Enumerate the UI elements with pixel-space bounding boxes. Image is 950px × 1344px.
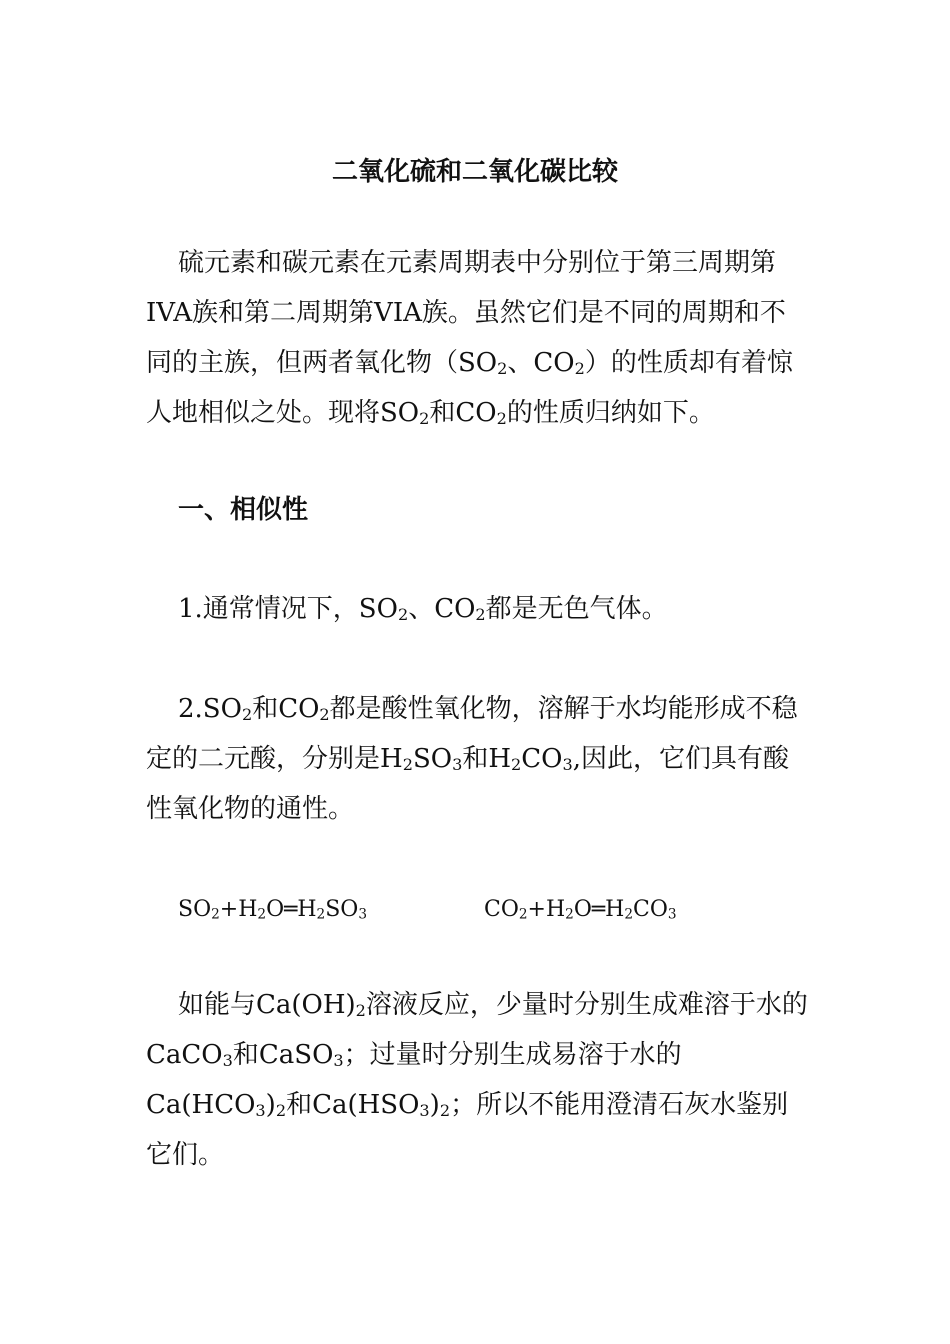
calcium-hydroxide-paragraph: [146, 980, 810, 1180]
item-text: 2.SO: [178, 694, 242, 724]
section-heading-similarity: 一、相似性: [178, 495, 309, 525]
subscript: 2: [211, 906, 220, 923]
subscript: 2: [316, 906, 326, 923]
subscript: 3: [562, 755, 573, 775]
subscript: 3: [452, 755, 463, 775]
subscript: 2: [319, 705, 330, 725]
subscript: 3: [358, 906, 367, 923]
item-text: ): [265, 1090, 276, 1120]
subscript: 2: [275, 1101, 287, 1121]
list-item-1: [146, 584, 810, 634]
formula-part: O═H: [266, 897, 317, 922]
item-text: 如能与Ca(OH): [178, 990, 356, 1020]
subscript: 2: [624, 906, 633, 923]
subscript: 2: [419, 409, 430, 429]
item-text: ,因此，它们具有酸性氧化物的通性。: [146, 744, 789, 824]
formula-part: SO: [325, 897, 359, 922]
subscript: 2: [397, 605, 409, 625]
item-text: ；过量时分别生成易溶于水的Ca(HCO: [146, 1040, 682, 1120]
subscript: 2: [565, 906, 574, 923]
formula-part: O═H: [573, 897, 625, 922]
subscript: 3: [222, 1051, 233, 1071]
subscript: 2: [475, 605, 486, 625]
list-item-2: [146, 684, 810, 834]
subscript: 2: [257, 906, 267, 923]
intro-text: 的性质归纳如下。: [506, 398, 715, 428]
intro-text: 、CO: [507, 348, 575, 378]
formula-part: CO: [632, 897, 668, 922]
subscript: 3: [333, 1051, 344, 1071]
subscript: 3: [667, 906, 677, 923]
item-text: 和CO: [252, 694, 320, 724]
intro-text: 硫元素和碳元素在元素周期表中分别位于第三周期第IVA族和第二周期第VIA族。虽然它们是不同的周期和不同的主族，但两者氧化物（SO: [146, 248, 786, 378]
intro-paragraph: [146, 238, 810, 438]
item-text: CO: [521, 744, 563, 774]
formula-part: +H: [527, 897, 566, 922]
subscript: 2: [518, 906, 528, 923]
subscript: 2: [496, 409, 507, 429]
subscript: 2: [439, 1101, 451, 1121]
item-text: 、CO: [408, 594, 476, 624]
subscript: 2: [511, 755, 522, 775]
item-text: 溶液反应，少量时分别生成难溶于水的CaCO: [146, 990, 808, 1070]
item-text: 和H: [462, 744, 512, 774]
item-text: 和CaSO: [232, 1040, 334, 1070]
page-title: 二氧化硫和二氧化碳比较: [331, 157, 618, 187]
subscript: 2: [241, 705, 253, 725]
subscript: 2: [574, 359, 585, 379]
subscript: 3: [419, 1101, 430, 1121]
formula-part: CO: [484, 897, 519, 922]
intro-text: ）的性质却有着惊人地相似之处。现将SO: [146, 348, 793, 428]
item-text: SO: [412, 744, 453, 774]
equation-co2: [484, 888, 677, 932]
subscript: 2: [497, 359, 508, 379]
item-text: 1.通常情况下，SO: [178, 594, 398, 624]
item-text: ): [429, 1090, 440, 1120]
equation-so2: [178, 888, 367, 932]
item-text: 和Ca(HSO: [286, 1090, 420, 1120]
item-text: 都是酸性氧化物，溶解于水均能形成不稳定的二元酸，分别是H: [146, 694, 798, 774]
item-text: ；所以不能用澄清石灰水鉴别它们。: [146, 1090, 789, 1170]
item-text: 都是无色气体。: [485, 594, 668, 624]
subscript: 2: [355, 1001, 366, 1021]
formula-part: SO: [178, 897, 212, 922]
subscript: 2: [402, 755, 413, 775]
intro-text: 和CO: [429, 398, 497, 428]
subscript: 3: [255, 1101, 266, 1121]
formula-part: +H: [219, 897, 258, 922]
